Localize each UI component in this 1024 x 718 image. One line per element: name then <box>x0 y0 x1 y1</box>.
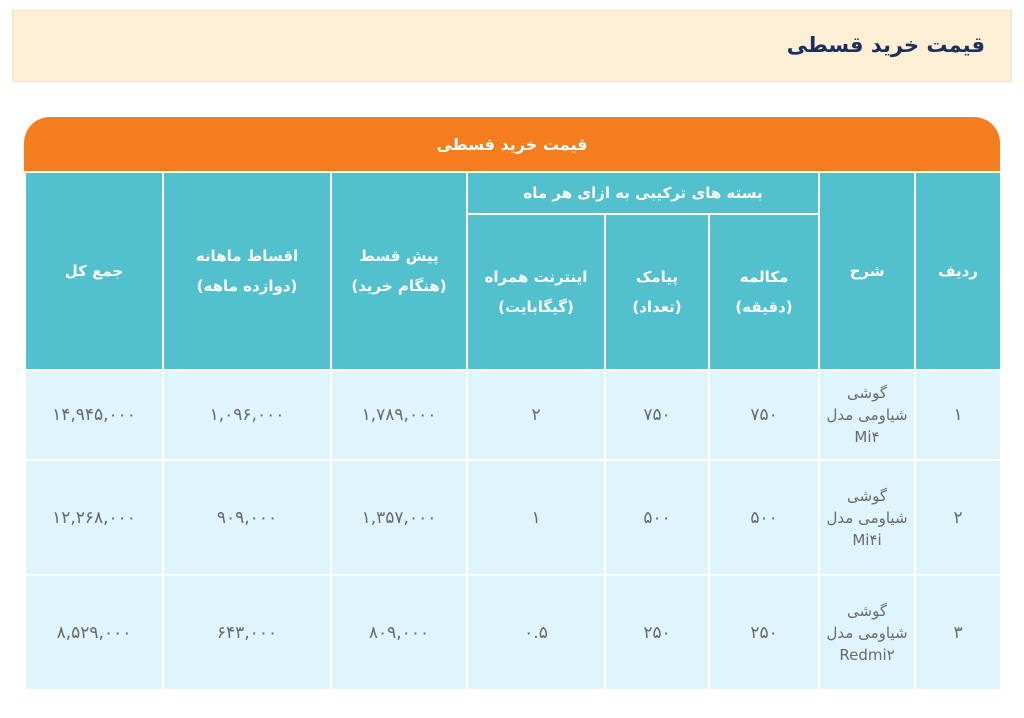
cell-sms: ۷۵۰ <box>605 370 709 460</box>
column-header-internet: اینترنت همراه (گیگابایت) <box>467 214 605 370</box>
cell-calls: ۲۵۰ <box>709 575 819 690</box>
page-title: قیمت خرید قسطی <box>786 33 985 57</box>
table-row <box>25 460 1000 575</box>
cell-calls: ۷۵۰ <box>709 370 819 460</box>
column-header-packages-group: بسته های ترکیبی به ازای هر ماه <box>467 172 819 214</box>
cell-internet: ۱ <box>467 460 605 575</box>
table-caption: قیمت خرید قسطی <box>24 117 1000 171</box>
cell-down-payment: ۱,۷۸۹,۰۰۰ <box>331 370 467 460</box>
cell-internet: ۰.۵ <box>467 575 605 690</box>
table-row <box>25 370 1000 460</box>
cell-total: ۱۲,۲۶۸,۰۰۰ <box>25 460 163 575</box>
cell-down-payment: ۸۰۹,۰۰۰ <box>331 575 467 690</box>
price-grid <box>24 171 1000 691</box>
cell-internet: ۲ <box>467 370 605 460</box>
table-row <box>25 575 1000 690</box>
cell-sms: ۲۵۰ <box>605 575 709 690</box>
column-header-installments: اقساط ماهانه (دوازده ماهه) <box>163 172 331 370</box>
cell-row-number: ۲ <box>915 460 1000 575</box>
column-header-sms: پیامک (تعداد) <box>605 214 709 370</box>
cell-row-number: ۱ <box>915 370 1000 460</box>
cell-calls: ۵۰۰ <box>709 460 819 575</box>
cell-description: گوشی شیاومی مدل Mi۴ <box>819 370 915 460</box>
column-header-total: جمع کل <box>25 172 163 370</box>
cell-down-payment: ۱,۳۵۷,۰۰۰ <box>331 460 467 575</box>
cell-sms: ۵۰۰ <box>605 460 709 575</box>
cell-installments: ۱,۰۹۶,۰۰۰ <box>163 370 331 460</box>
cell-row-number: ۳ <box>915 575 1000 690</box>
column-header-down-payment: پیش قسط (هنگام خرید) <box>331 172 467 370</box>
cell-description: گوشی شیاومی مدل Redmi۲ <box>819 575 915 690</box>
column-header-calls: مکالمه (دقیقه) <box>709 214 819 370</box>
installment-price-table <box>24 117 1000 718</box>
cell-installments: ۶۴۳,۰۰۰ <box>163 575 331 690</box>
column-header-row-number: ردیف <box>915 172 1000 370</box>
page-header <box>12 10 1012 82</box>
cell-total: ۱۴,۹۴۵,۰۰۰ <box>25 370 163 460</box>
cell-description: گوشی شیاومی مدل Mi۴i <box>819 460 915 575</box>
column-header-description: شرح <box>819 172 915 370</box>
cell-total: ۸,۵۲۹,۰۰۰ <box>25 575 163 690</box>
cell-installments: ۹۰۹,۰۰۰ <box>163 460 331 575</box>
